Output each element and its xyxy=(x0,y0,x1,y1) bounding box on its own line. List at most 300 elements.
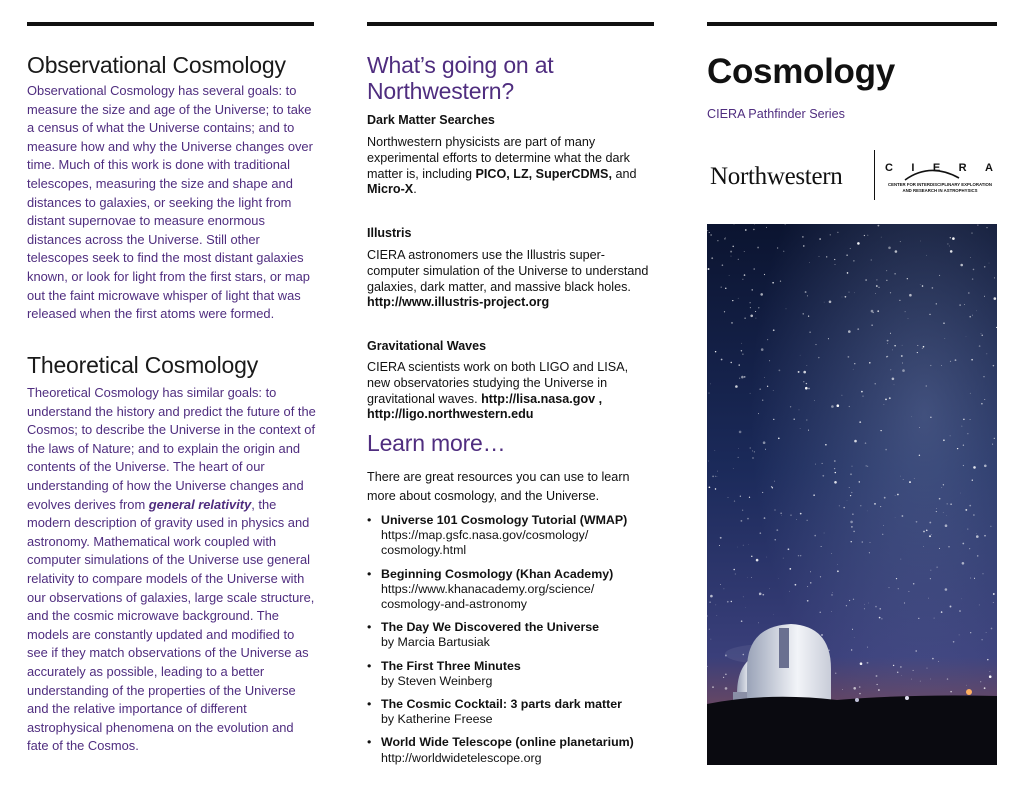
series-subtitle: CIERA Pathfinder Series xyxy=(707,107,845,121)
star xyxy=(798,555,799,556)
star xyxy=(909,294,912,297)
star xyxy=(987,659,989,661)
star xyxy=(809,262,810,263)
star xyxy=(850,495,851,496)
star xyxy=(712,686,714,688)
star xyxy=(873,312,874,313)
star xyxy=(709,232,710,233)
gravitational-waves-text: CIERA scientists work on both LIGO and LISA, new observatories studying the Universe in gravitational waves. xyxy=(367,360,629,406)
star xyxy=(880,608,881,609)
star xyxy=(755,311,756,312)
star xyxy=(973,514,975,516)
star xyxy=(967,529,968,530)
logo-divider xyxy=(874,150,875,200)
star xyxy=(796,519,797,520)
star xyxy=(909,481,911,483)
star xyxy=(845,296,847,298)
star xyxy=(984,266,986,268)
star xyxy=(709,601,710,602)
illustris-link[interactable]: http://www.illustris-project.org xyxy=(367,295,550,310)
star xyxy=(747,518,749,520)
star xyxy=(960,264,963,267)
star xyxy=(970,632,971,633)
star xyxy=(786,308,787,309)
resource-item xyxy=(367,735,652,765)
theoretical-heading: Theoretical Cosmology xyxy=(27,352,259,378)
resource-title[interactable]: The Day We Discovered the Universe xyxy=(381,620,600,635)
star xyxy=(839,506,840,507)
star xyxy=(775,539,776,540)
star xyxy=(950,361,951,362)
star xyxy=(743,596,744,597)
star xyxy=(936,511,937,512)
star xyxy=(716,615,717,616)
star xyxy=(859,693,860,694)
star xyxy=(926,255,927,256)
star xyxy=(913,670,914,671)
resource-title[interactable]: The Cosmic Cocktail: 3 parts dark matter xyxy=(381,697,623,712)
star xyxy=(769,360,770,361)
star xyxy=(976,535,979,538)
star xyxy=(882,534,883,535)
star xyxy=(865,442,867,444)
star xyxy=(984,465,987,468)
ciera-letter: A xyxy=(985,162,993,174)
star xyxy=(938,661,939,662)
star xyxy=(831,553,832,554)
star xyxy=(994,438,995,439)
star xyxy=(774,481,775,482)
resource-item xyxy=(367,697,652,727)
lisa-link[interactable]: http://lisa.nasa.gov , xyxy=(481,391,603,406)
star xyxy=(923,546,924,547)
star xyxy=(864,604,865,605)
star xyxy=(917,352,918,353)
star xyxy=(888,247,891,250)
star xyxy=(710,384,711,385)
star xyxy=(735,385,738,388)
star xyxy=(754,451,755,452)
star xyxy=(725,288,726,289)
star xyxy=(970,578,971,579)
star xyxy=(996,327,997,328)
star xyxy=(950,237,951,238)
star xyxy=(867,466,868,467)
resource-title[interactable]: Universe 101 Cosmology Tutorial (WMAP) xyxy=(381,513,628,527)
star xyxy=(741,620,743,622)
star xyxy=(725,673,727,675)
star xyxy=(750,302,751,303)
star xyxy=(914,478,915,479)
star xyxy=(842,297,843,298)
star xyxy=(920,681,921,682)
logo-bar xyxy=(707,150,997,200)
star xyxy=(739,378,740,379)
star xyxy=(852,513,854,515)
northwestern-logo: Northwestern xyxy=(710,163,843,190)
star xyxy=(728,497,729,498)
star xyxy=(905,311,906,312)
star xyxy=(902,345,903,346)
star xyxy=(984,399,985,400)
star xyxy=(731,322,733,324)
star xyxy=(763,441,766,444)
star xyxy=(831,405,834,408)
star xyxy=(959,610,961,612)
star xyxy=(911,416,912,417)
star xyxy=(790,515,791,516)
star xyxy=(934,618,935,619)
resource-list xyxy=(367,513,652,774)
resource-detail: by Katherine Freese xyxy=(381,712,493,727)
star xyxy=(930,365,931,366)
star xyxy=(829,301,832,304)
star xyxy=(742,354,743,355)
star xyxy=(859,686,861,688)
star xyxy=(742,279,743,280)
star xyxy=(730,251,732,253)
star xyxy=(764,517,766,519)
gravitational-waves-body xyxy=(367,360,649,423)
star xyxy=(819,256,820,257)
star xyxy=(810,571,811,572)
star xyxy=(944,338,945,339)
star xyxy=(851,541,852,542)
star xyxy=(930,578,931,579)
dark-matter-text: Northwestern physicists are part of many experimental efforts to determine what the dark matter is, including xyxy=(367,135,630,181)
star xyxy=(907,278,908,279)
star xyxy=(748,544,749,545)
illustris-text: CIERA astronomers use the Illustris super-computer simulation of the Universe to understand galaxies, dark matter, and massive black holes. xyxy=(367,248,649,294)
star xyxy=(808,315,809,316)
star xyxy=(899,300,900,301)
resource-item xyxy=(367,513,652,559)
star xyxy=(948,546,949,547)
star xyxy=(731,256,732,257)
star xyxy=(950,606,952,608)
star xyxy=(923,531,925,533)
column-rule-1 xyxy=(27,22,314,26)
star xyxy=(711,257,713,259)
resource-title[interactable]: Beginning Cosmology (Khan Academy) xyxy=(381,566,614,581)
star xyxy=(820,576,821,577)
star xyxy=(741,520,743,522)
star xyxy=(947,503,948,504)
star xyxy=(773,614,774,615)
star xyxy=(915,650,917,652)
star xyxy=(931,534,932,535)
star xyxy=(731,601,732,602)
star xyxy=(752,457,753,458)
star xyxy=(886,270,887,271)
star xyxy=(993,365,995,367)
star xyxy=(850,473,852,475)
star xyxy=(772,487,773,488)
star xyxy=(896,578,897,579)
star xyxy=(857,242,860,245)
dark-matter-body xyxy=(367,135,652,198)
star xyxy=(964,304,965,305)
star xyxy=(750,447,751,448)
star xyxy=(813,494,815,496)
star xyxy=(967,433,968,434)
resource-detail: by Steven Weinberg xyxy=(381,673,493,688)
star xyxy=(815,344,816,345)
star xyxy=(709,486,711,488)
star xyxy=(930,679,931,680)
star xyxy=(867,235,868,236)
star xyxy=(738,298,739,299)
star xyxy=(973,466,976,469)
star xyxy=(854,363,855,364)
star xyxy=(880,430,881,431)
star xyxy=(757,247,759,249)
star xyxy=(752,289,753,290)
star xyxy=(943,512,944,513)
star xyxy=(719,545,720,546)
star xyxy=(734,500,735,501)
star xyxy=(776,529,778,531)
star xyxy=(955,359,957,361)
ciera-letter: C xyxy=(885,162,893,174)
star xyxy=(939,275,940,276)
star xyxy=(717,471,718,472)
star xyxy=(834,468,835,469)
star xyxy=(851,492,852,493)
star xyxy=(902,369,905,372)
star xyxy=(887,356,888,357)
star xyxy=(778,438,780,440)
star xyxy=(936,303,937,304)
star xyxy=(947,678,948,679)
star xyxy=(870,542,871,543)
star xyxy=(806,383,807,384)
star xyxy=(885,449,887,451)
star xyxy=(803,313,804,314)
star xyxy=(834,481,837,484)
star xyxy=(880,506,881,507)
star xyxy=(753,268,755,270)
star xyxy=(835,673,836,674)
star xyxy=(875,383,876,384)
star xyxy=(953,641,955,643)
star xyxy=(721,359,723,361)
star xyxy=(871,324,872,325)
star xyxy=(853,369,854,370)
star xyxy=(965,509,967,511)
star xyxy=(902,363,903,364)
star xyxy=(920,241,921,242)
star xyxy=(936,508,937,509)
star xyxy=(922,285,924,287)
star xyxy=(974,578,975,579)
star xyxy=(733,468,734,469)
star xyxy=(820,612,821,613)
star xyxy=(732,246,733,247)
star xyxy=(861,391,863,393)
star xyxy=(721,286,722,287)
star xyxy=(783,558,784,559)
star xyxy=(869,552,870,553)
star xyxy=(722,264,724,266)
star xyxy=(932,287,934,289)
star xyxy=(969,316,971,318)
northwestern-heading-line1: What’s going on at xyxy=(367,52,554,78)
page-title: Cosmology xyxy=(707,52,895,91)
star xyxy=(972,315,973,316)
star xyxy=(926,385,927,386)
ciera-letter: R xyxy=(958,162,967,174)
star xyxy=(877,225,879,227)
star xyxy=(741,350,742,351)
star xyxy=(992,444,993,445)
star xyxy=(892,378,895,381)
star xyxy=(969,548,970,549)
star xyxy=(777,248,778,249)
star xyxy=(717,476,718,477)
star xyxy=(854,637,855,638)
star xyxy=(871,260,872,261)
ciera-sub2: AND RESEARCH IN ASTROPHYSICS xyxy=(902,188,978,193)
star xyxy=(966,336,967,337)
resource-title[interactable]: World Wide Telescope (online planetarium) xyxy=(381,735,634,750)
star xyxy=(759,595,760,596)
star xyxy=(901,675,902,676)
star xyxy=(972,278,973,279)
star xyxy=(772,282,774,284)
star xyxy=(707,616,708,617)
star xyxy=(725,237,726,238)
star xyxy=(984,296,985,297)
star xyxy=(744,251,745,252)
star xyxy=(778,369,780,371)
star xyxy=(781,515,782,516)
star xyxy=(800,555,802,557)
star xyxy=(876,675,878,677)
star xyxy=(930,417,931,418)
resource-item xyxy=(367,620,652,650)
column-rule-3 xyxy=(707,22,997,26)
northwestern-heading-line2: Northwestern? xyxy=(367,78,514,104)
star xyxy=(876,285,878,287)
star xyxy=(715,476,716,477)
star xyxy=(814,535,816,537)
star xyxy=(785,224,786,225)
star xyxy=(993,602,994,603)
star xyxy=(908,591,909,592)
star xyxy=(814,400,815,401)
star xyxy=(800,513,802,515)
star xyxy=(749,497,750,498)
star xyxy=(884,404,885,405)
star xyxy=(961,598,962,599)
star xyxy=(731,362,732,363)
star xyxy=(825,444,827,446)
star xyxy=(893,665,894,666)
star xyxy=(945,524,948,527)
star xyxy=(831,594,833,596)
star xyxy=(798,371,800,373)
star xyxy=(892,350,893,351)
star xyxy=(724,238,726,240)
star xyxy=(733,569,735,571)
star xyxy=(708,268,710,270)
dark-matter-title: Dark Matter Searches xyxy=(367,113,495,127)
star xyxy=(943,322,945,324)
star xyxy=(720,537,722,539)
star xyxy=(710,234,711,235)
illustris-body xyxy=(367,248,649,311)
star xyxy=(927,668,928,669)
theoretical-body-part2: , the modern description of gravity used in physics and astronomy. Mathematical work coupled with computer simulations of the Universe use general relativity to compare models of the Universe with our observations of galaxies, large scale structure, and the cosmic microwave background. The models are constantly updated and modified to see if they match observations of the Universe as accurately as possible, leading to a better understanding of the properties of the Universe and the relative importance of different astrophysical phenomena on the evolution and fate of the Cosmos. xyxy=(27,496,315,754)
star xyxy=(758,622,759,623)
star xyxy=(711,639,712,640)
star xyxy=(853,687,856,690)
star xyxy=(824,533,825,534)
star xyxy=(712,476,714,478)
star xyxy=(810,582,811,583)
star xyxy=(821,546,822,547)
star xyxy=(984,535,986,537)
star xyxy=(739,431,742,434)
illustris-title: Illustris xyxy=(367,226,412,240)
star xyxy=(887,343,888,344)
star xyxy=(723,677,724,678)
star xyxy=(952,237,955,240)
star xyxy=(708,393,709,394)
star xyxy=(773,390,774,391)
star xyxy=(993,593,995,595)
star xyxy=(790,406,791,407)
star xyxy=(806,365,807,366)
star xyxy=(852,466,853,467)
star xyxy=(869,362,871,364)
star xyxy=(976,311,977,312)
star xyxy=(834,259,835,260)
star xyxy=(900,666,901,667)
resource-title[interactable]: The First Three Minutes xyxy=(381,658,521,673)
star xyxy=(807,600,809,602)
star xyxy=(868,603,869,604)
star xyxy=(973,269,975,271)
star xyxy=(743,545,744,546)
star xyxy=(707,666,708,667)
star xyxy=(864,608,865,609)
general-relativity-emphasis: general relativity xyxy=(148,496,252,512)
star xyxy=(885,399,887,401)
star xyxy=(981,403,983,405)
star xyxy=(849,292,850,293)
gravitational-waves-title: Gravitational Waves xyxy=(367,339,487,353)
star xyxy=(904,602,905,603)
star xyxy=(876,279,877,280)
star xyxy=(854,292,855,293)
star xyxy=(976,533,977,534)
star xyxy=(740,496,741,497)
star xyxy=(877,310,879,312)
star xyxy=(751,577,752,578)
star xyxy=(862,541,864,543)
observational-body: Observational Cosmology has several goals: to measure the size and age of the Universe; to take a census of what the Universe contains; and to measure how and why the Universe changes over time. Much of this work is done with traditional telescopes, measuring the size and shape and distances to galaxies, or seeking the light from distant supernovae to measure enormous distances across the Universe. Still other telescopes seek to find the most distant galaxies known, or look for light from the first stars, or map out the faint microwave whisper of light that was released when the first atoms were formed. xyxy=(27,83,313,322)
star xyxy=(990,671,991,672)
resource-detail: http://worldwidetelescope.org xyxy=(381,750,542,765)
learn-more-intro: There are great resources you can use to learn more about cosmology, and the Universe. xyxy=(367,470,630,503)
ligo-link[interactable]: http://ligo.northwestern.edu xyxy=(367,407,534,422)
star xyxy=(894,345,895,346)
star xyxy=(950,435,951,436)
star xyxy=(950,503,952,505)
star xyxy=(762,594,764,596)
